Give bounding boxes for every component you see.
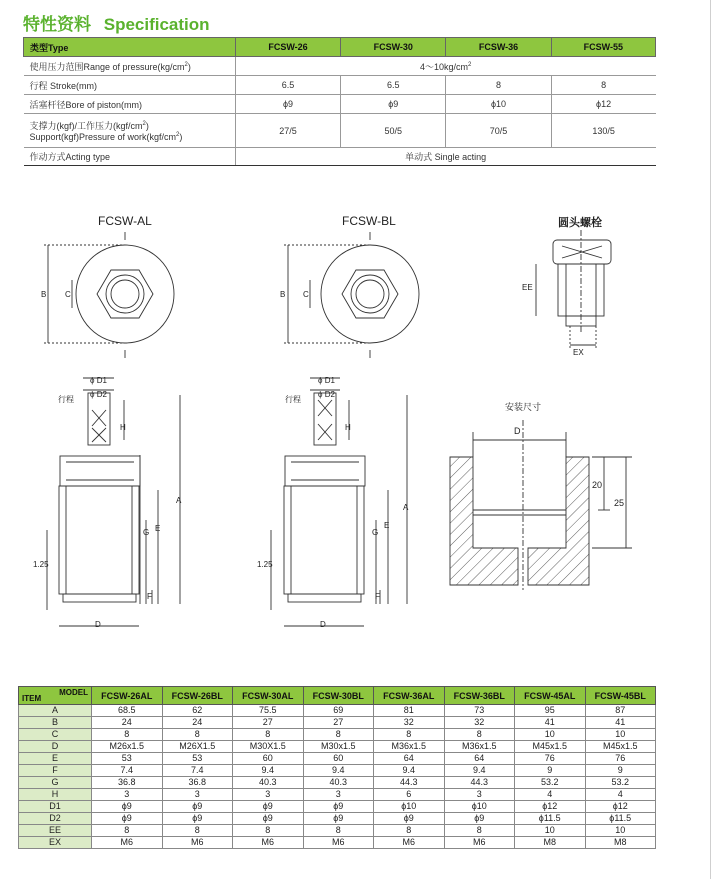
dims-row bbox=[19, 741, 656, 753]
dims-row bbox=[19, 825, 656, 837]
dims-cell: 9.4 bbox=[233, 765, 304, 777]
dims-cell: M30x1.5 bbox=[303, 741, 374, 753]
dims-cell: 68.5 bbox=[92, 705, 163, 717]
label-fcsw-bl: FCSW-BL bbox=[342, 214, 396, 228]
dims-row-label: G bbox=[19, 777, 92, 789]
dims-cell: 3 bbox=[233, 789, 304, 801]
dim-label-f: F bbox=[375, 592, 380, 601]
dims-cell: ϕ9 bbox=[303, 813, 374, 825]
dims-cell: 40.3 bbox=[303, 777, 374, 789]
dims-cell: ϕ9 bbox=[444, 813, 515, 825]
dims-cell: 44.3 bbox=[444, 777, 515, 789]
dims-cell: ϕ10 bbox=[444, 801, 515, 813]
dims-cell: 9.4 bbox=[444, 765, 515, 777]
dim-label-stroke: 行程 bbox=[58, 395, 74, 404]
dim-label-a: A bbox=[176, 496, 182, 505]
label-round-bolt: 圆头螺栓 bbox=[558, 217, 602, 229]
title-en: Specification bbox=[103, 15, 210, 34]
dim-label-125: 1.25 bbox=[33, 560, 49, 569]
spec-value: 50/5 bbox=[341, 114, 446, 148]
dim-label-b: B bbox=[280, 290, 286, 299]
dims-cell: 8 bbox=[233, 729, 304, 741]
dims-cell: ϕ9 bbox=[92, 801, 163, 813]
dims-cell: 4 bbox=[585, 789, 656, 801]
dims-cell: ϕ12 bbox=[585, 801, 656, 813]
dim-label-c: C bbox=[303, 290, 309, 299]
dims-cell: ϕ10 bbox=[374, 801, 445, 813]
dim-label-e: E bbox=[384, 521, 390, 530]
spec-header-col: FCSW-30 bbox=[341, 38, 446, 57]
dims-row bbox=[19, 789, 656, 801]
dims-header-model: FCSW-26AL bbox=[92, 687, 163, 705]
dims-header-model: FCSW-45BL bbox=[585, 687, 656, 705]
dims-cell: 8 bbox=[92, 825, 163, 837]
dims-cell: 8 bbox=[303, 825, 374, 837]
dims-cell: M45x1.5 bbox=[515, 741, 586, 753]
dims-cell: M6 bbox=[233, 837, 304, 849]
dim-label-f: F bbox=[147, 592, 152, 601]
spec-label: 支撑力(kgf)/工作压力$(kgf/cm^2)$ Support(kgf)Pressure of $work(kgf/cm^2)$ bbox=[24, 114, 236, 148]
dim-label-a: A bbox=[403, 503, 409, 512]
dims-cell: M6 bbox=[303, 837, 374, 849]
spec-value: 27/5 bbox=[235, 114, 340, 148]
title-cn: 特性资料 bbox=[23, 15, 91, 34]
dims-header-model: FCSW-45AL bbox=[515, 687, 586, 705]
dims-cell: 3 bbox=[92, 789, 163, 801]
spec-value: ϕ10 bbox=[446, 95, 551, 114]
dims-cell: 8 bbox=[444, 729, 515, 741]
dims-row-label: D1 bbox=[19, 801, 92, 813]
dims-row-label: A bbox=[19, 705, 92, 717]
dims-cell: 53.2 bbox=[515, 777, 586, 789]
dims-cell: 32 bbox=[374, 717, 445, 729]
dims-cell: 76 bbox=[515, 753, 586, 765]
dims-header-model: FCSW-26BL bbox=[162, 687, 233, 705]
dims-cell: M30X1.5 bbox=[233, 741, 304, 753]
dims-cell: 36.8 bbox=[92, 777, 163, 789]
dims-row bbox=[19, 729, 656, 741]
dims-row-label: F bbox=[19, 765, 92, 777]
dims-cell: M36x1.5 bbox=[374, 741, 445, 753]
spec-header-type: 类型Type bbox=[24, 38, 236, 57]
dims-cell: 8 bbox=[92, 729, 163, 741]
dims-cell: ϕ9 bbox=[92, 813, 163, 825]
dims-row-label: H bbox=[19, 789, 92, 801]
dim-label-d2: ϕ D2 bbox=[90, 390, 107, 399]
dims-cell: 10 bbox=[515, 729, 586, 741]
dims-cell: ϕ11.5 bbox=[515, 813, 586, 825]
dims-cell: 76 bbox=[585, 753, 656, 765]
dims-cell: ϕ11.5 bbox=[585, 813, 656, 825]
dims-cell: 24 bbox=[92, 717, 163, 729]
fcsw-al-top-view bbox=[44, 232, 174, 358]
dims-cell: 36.8 bbox=[162, 777, 233, 789]
dims-cell: M6 bbox=[162, 837, 233, 849]
fcsw-al-side-view bbox=[47, 378, 180, 626]
dims-cell: 7.4 bbox=[162, 765, 233, 777]
spec-header-col: FCSW-26 bbox=[235, 38, 340, 57]
dims-cell: 3 bbox=[162, 789, 233, 801]
dim-label-b: B bbox=[41, 290, 47, 299]
dims-cell: 64 bbox=[444, 753, 515, 765]
dim-label-d: D bbox=[320, 620, 326, 629]
dims-cell: 9 bbox=[515, 765, 586, 777]
dims-cell: 9 bbox=[585, 765, 656, 777]
dims-header-row bbox=[19, 687, 656, 705]
dims-cell: M6 bbox=[92, 837, 163, 849]
spec-value: $4\sim 10kg/cm^2$ bbox=[235, 57, 655, 76]
dimension-table bbox=[18, 686, 656, 849]
round-bolt-drawing bbox=[536, 230, 611, 350]
dim-label-d2: ϕ D2 bbox=[318, 390, 335, 399]
dims-row bbox=[19, 813, 656, 825]
dims-cell: 40.3 bbox=[233, 777, 304, 789]
dims-cell: M6 bbox=[374, 837, 445, 849]
dims-row bbox=[19, 801, 656, 813]
dim-label-25: 25 bbox=[614, 498, 625, 508]
dims-cell: M45x1.5 bbox=[585, 741, 656, 753]
dim-label-d1: ϕ D1 bbox=[318, 376, 335, 385]
dims-row bbox=[19, 753, 656, 765]
dims-cell: 8 bbox=[444, 825, 515, 837]
dim-label-125: 1.25 bbox=[257, 560, 273, 569]
dims-cell: 8 bbox=[303, 729, 374, 741]
label-install: 安装尺寸 bbox=[505, 402, 542, 412]
spec-value: 6.5 bbox=[235, 76, 340, 95]
dims-cell: M6 bbox=[444, 837, 515, 849]
dims-row-label: B bbox=[19, 717, 92, 729]
dim-label-d: D bbox=[95, 620, 101, 629]
dims-cell: 64 bbox=[374, 753, 445, 765]
dims-cell: 3 bbox=[303, 789, 374, 801]
spec-value: 8 bbox=[551, 76, 655, 95]
dims-cell: 27 bbox=[303, 717, 374, 729]
dim-label-h: H bbox=[345, 423, 351, 432]
dims-cell: 8 bbox=[374, 729, 445, 741]
spec-value: 8 bbox=[446, 76, 551, 95]
dims-cell: 73 bbox=[444, 705, 515, 717]
dims-cell: ϕ9 bbox=[303, 801, 374, 813]
dims-cell: 60 bbox=[303, 753, 374, 765]
dim-label-20: 20 bbox=[592, 480, 603, 490]
dims-cell: M8 bbox=[585, 837, 656, 849]
spec-label: 使用压力范围Range of $pressure(kg/cm^2)$ bbox=[24, 57, 236, 76]
dims-cell: 10 bbox=[585, 729, 656, 741]
fcsw-bl-side-view bbox=[271, 378, 407, 626]
dims-row-label: D bbox=[19, 741, 92, 753]
dims-cell: ϕ9 bbox=[162, 801, 233, 813]
dims-header-model: FCSW-36AL bbox=[374, 687, 445, 705]
dims-cell: 8 bbox=[233, 825, 304, 837]
spec-label: 作动方式Acting type bbox=[24, 148, 236, 166]
spec-label: 行程 Stroke(mm) bbox=[24, 76, 236, 95]
dims-cell: 62 bbox=[162, 705, 233, 717]
dims-header-item-model: ITEM MODEL bbox=[19, 687, 92, 705]
dims-row bbox=[19, 777, 656, 789]
dims-cell: 10 bbox=[515, 825, 586, 837]
dims-cell: 41 bbox=[515, 717, 586, 729]
dims-cell: ϕ9 bbox=[233, 801, 304, 813]
dim-label-c: C bbox=[65, 290, 71, 299]
dims-cell: 81 bbox=[374, 705, 445, 717]
dims-row bbox=[19, 765, 656, 777]
dim-label-stroke: 行程 bbox=[285, 395, 301, 404]
dims-cell: 87 bbox=[585, 705, 656, 717]
dims-cell: 53 bbox=[92, 753, 163, 765]
spec-value: ϕ12 bbox=[551, 95, 655, 114]
dims-cell: 6 bbox=[374, 789, 445, 801]
dims-cell: 9.4 bbox=[374, 765, 445, 777]
install-dimension-drawing bbox=[450, 420, 632, 590]
dims-row bbox=[19, 837, 656, 849]
dims-cell: 3 bbox=[444, 789, 515, 801]
dims-cell: 9.4 bbox=[303, 765, 374, 777]
dims-cell: 60 bbox=[233, 753, 304, 765]
spec-label: 活塞杆径Bore of piston(mm) bbox=[24, 95, 236, 114]
dims-row-label: EX bbox=[19, 837, 92, 849]
dims-cell: 41 bbox=[585, 717, 656, 729]
dim-label-install-d: D bbox=[514, 426, 521, 436]
dim-label-ee: EE bbox=[522, 283, 533, 292]
dims-cell: 53 bbox=[162, 753, 233, 765]
dims-cell: 24 bbox=[162, 717, 233, 729]
dims-row bbox=[19, 717, 656, 729]
dims-cell: 4 bbox=[515, 789, 586, 801]
dim-label-g: G bbox=[143, 528, 150, 537]
dims-cell: M26x1.5 bbox=[92, 741, 163, 753]
dims-cell: ϕ9 bbox=[162, 813, 233, 825]
dims-cell: 8 bbox=[162, 825, 233, 837]
dims-row-label: E bbox=[19, 753, 92, 765]
dim-label-g: G bbox=[372, 528, 379, 537]
dims-row-label: EE bbox=[19, 825, 92, 837]
dims-cell: 53.2 bbox=[585, 777, 656, 789]
dims-header-model: FCSW-36BL bbox=[444, 687, 515, 705]
label-fcsw-al: FCSW-AL bbox=[98, 214, 152, 228]
dims-header-model: FCSW-30BL bbox=[303, 687, 374, 705]
spec-value: ϕ9 bbox=[341, 95, 446, 114]
spec-value: 130/5 bbox=[551, 114, 655, 148]
spec-value: 单动式 Single acting bbox=[235, 148, 655, 166]
spec-value: 70/5 bbox=[446, 114, 551, 148]
spec-header-col: FCSW-55 bbox=[551, 38, 655, 57]
dims-header-model: FCSW-30AL bbox=[233, 687, 304, 705]
dims-cell: M26X1.5 bbox=[162, 741, 233, 753]
dims-cell: 27 bbox=[233, 717, 304, 729]
spec-value: 6.5 bbox=[341, 76, 446, 95]
dims-cell: 69 bbox=[303, 705, 374, 717]
dim-label-d1: ϕ D1 bbox=[90, 376, 107, 385]
dims-cell: ϕ9 bbox=[374, 813, 445, 825]
spec-header-col: FCSW-36 bbox=[446, 38, 551, 57]
dims-cell: ϕ9 bbox=[233, 813, 304, 825]
dims-cell: 8 bbox=[162, 729, 233, 741]
dims-row-label: D2 bbox=[19, 813, 92, 825]
dims-cell: 8 bbox=[374, 825, 445, 837]
dims-row-label: C bbox=[19, 729, 92, 741]
dim-label-ex: EX bbox=[573, 348, 584, 357]
spec-value: ϕ9 bbox=[235, 95, 340, 114]
dims-cell: 75.5 bbox=[233, 705, 304, 717]
dims-cell: ϕ12 bbox=[515, 801, 586, 813]
dims-cell: 10 bbox=[585, 825, 656, 837]
dims-row bbox=[19, 705, 656, 717]
dims-cell: M8 bbox=[515, 837, 586, 849]
dims-cell: 32 bbox=[444, 717, 515, 729]
dims-cell: 95 bbox=[515, 705, 586, 717]
dims-cell: 44.3 bbox=[374, 777, 445, 789]
dim-label-h: H bbox=[120, 423, 126, 432]
dims-cell: 7.4 bbox=[92, 765, 163, 777]
dims-cell: M36x1.5 bbox=[444, 741, 515, 753]
dim-label-e: E bbox=[155, 524, 161, 533]
